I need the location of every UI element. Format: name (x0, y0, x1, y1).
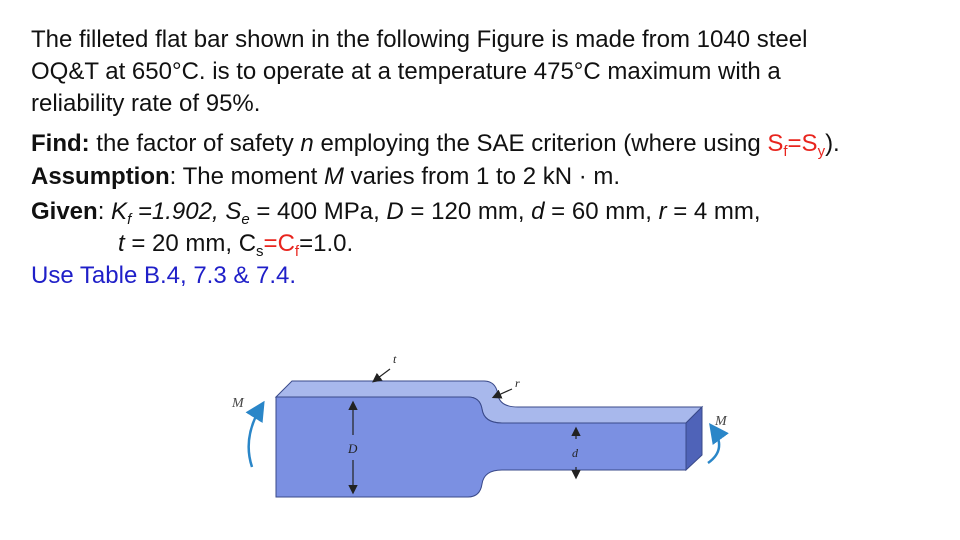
find-text-before: the factor of safety (89, 130, 301, 157)
right-moment-arrow (708, 427, 719, 463)
label-d: d (572, 446, 578, 460)
given-line-2: t = 20 mm, $C_s=C_f=1.0$. (118, 230, 354, 260)
label-M-right: M (715, 414, 727, 429)
problem-intro (31, 24, 807, 120)
left-moment-arrow (249, 405, 262, 467)
label-t: t (393, 352, 397, 366)
given-d: d (531, 198, 545, 225)
find-text-end: ). (825, 130, 840, 157)
find-line (31, 128, 840, 160)
given-se: S (225, 198, 242, 225)
find-text-mid: employing the SAE criterion (where using (313, 130, 768, 157)
label-r: r (515, 376, 520, 390)
find-var-n: n (300, 130, 314, 157)
label-D: D (348, 441, 358, 456)
intro-line-1: The filleted flat bar shown in the following Figure is made from 1040 steel (31, 26, 808, 53)
given-label: Given (31, 198, 98, 225)
thickness-leader (374, 369, 390, 381)
filleted-bar-figure (228, 345, 748, 515)
given-kf: $K_f =1.902$, (111, 198, 226, 228)
given-D: D (386, 198, 404, 225)
given-line: Given: $K_f =1.902$, $S_e = 400$ MPa, D = 120 mm, d = 60 mm, r = 4 mm, (31, 198, 761, 228)
given-cf: $=C_f$ (263, 230, 300, 260)
assumption-label: Assumption (31, 163, 170, 190)
assumption-line: Assumption: The moment M varies from 1 to 2 kN · m. (31, 163, 621, 190)
intro-line-3: reliability rate of 95%. (31, 90, 261, 117)
assumption-var-m: M (323, 163, 344, 190)
table-reference: Use Table B.4, 7.3 & 7.4. (31, 262, 297, 289)
given-t: t (118, 230, 125, 257)
label-M-left: M (232, 396, 244, 411)
find-label: Find: (31, 130, 90, 157)
given-r: r (658, 198, 667, 225)
intro-line-2: OQ&T at 650°C. is to operate at a temperature 475°C maximum with a (31, 58, 781, 85)
find-sf-sy: $S_f=S_y$ (767, 130, 826, 160)
